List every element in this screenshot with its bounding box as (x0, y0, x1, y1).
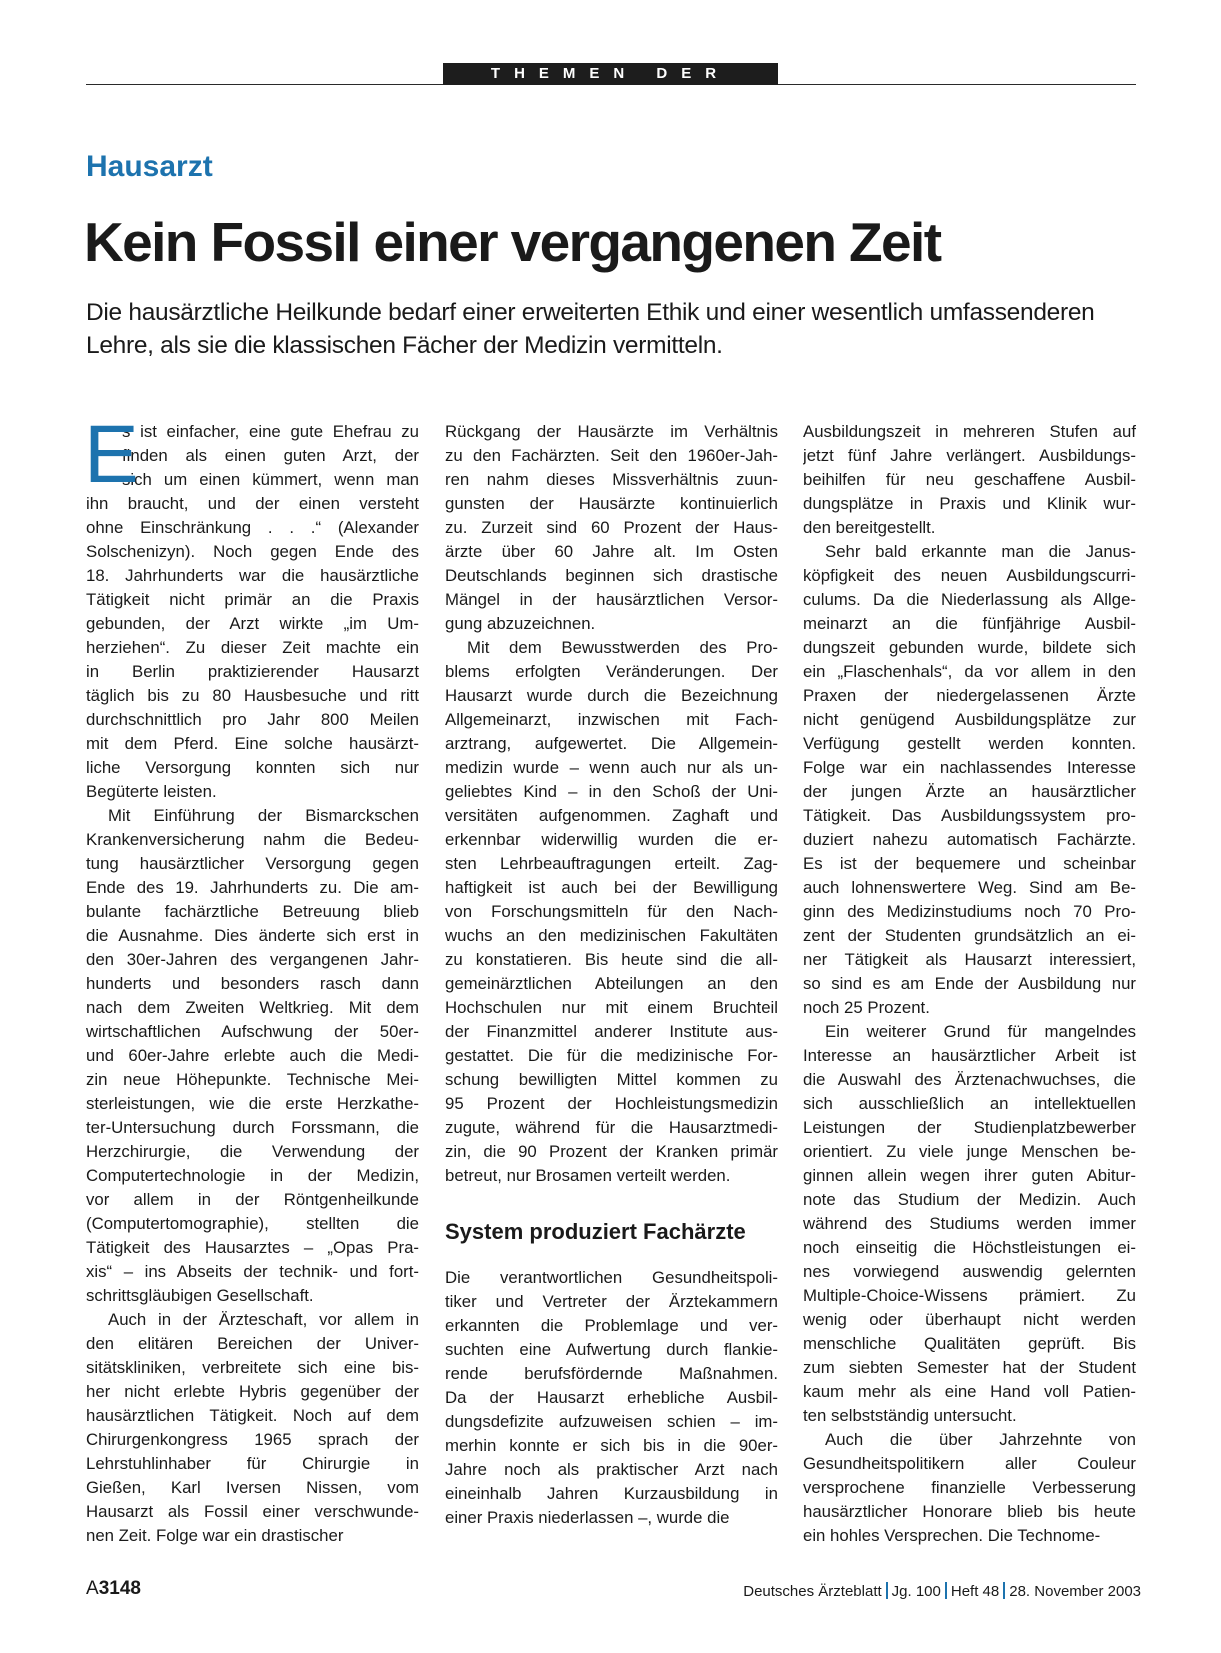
text-line: sich um einen kümmert, wenn man (122, 470, 419, 489)
text-line: nach dem Zweiten Weltkrieg. Mit dem (86, 998, 419, 1017)
text-line: der jungen Ärzte an hausärztlicher (803, 782, 1136, 801)
text-line: zent der Studenten grundsätzlich an ei- (803, 926, 1136, 945)
column-1 (84, 409, 419, 1548)
text-line: erkannten die Problemlage und ver- (445, 1316, 778, 1335)
text-line: ohne Einschränkung . . .“ (Alexander (86, 518, 419, 537)
text-line: gemeinärztlichen Abteilungen an den (445, 974, 778, 993)
text-line: meinarzt an die fünfjährige Ausbil- (803, 614, 1136, 633)
text-line: den 30er-Jahren des vergangenen Jahr- (86, 950, 419, 969)
text-line: culums. Da die Niederlassung als Allge- (803, 590, 1136, 609)
text-line: Begüterte leisten. (86, 782, 217, 801)
text-line: ren nahm dieses Missverhältnis zuun- (445, 470, 778, 489)
text-line: finden als einen guten Arzt, der (122, 446, 419, 465)
footer-divider (945, 1582, 947, 1599)
text-line: 18. Jahrhunderts war die hausärztliche (86, 566, 419, 585)
text-line: liche Versorgung konnten sich nur (86, 758, 419, 777)
text-line: haftigkeit ist auch bei der Bewilligung (445, 878, 778, 897)
page-prefix: A (86, 1578, 99, 1599)
text-line: arztrang, aufgewertet. Die Allgemein- (445, 734, 778, 753)
text-line: Herzchirurgie, die Verwendung der (86, 1142, 419, 1161)
text-line: menschliche Qualitäten geprüft. Bis (803, 1334, 1136, 1353)
text-line: Leistungen der Studienplatzbewerber (803, 1118, 1136, 1137)
text-line: auch lohnenswertere Weg. Sind am Be- (803, 878, 1136, 897)
text-line: Gießen, Karl Iversen Nissen, vom (86, 1478, 419, 1497)
text-line: kaum mehr als eine Hand voll Patien- (803, 1382, 1136, 1401)
footer-divider (1003, 1582, 1005, 1599)
drop-cap: E (84, 409, 139, 500)
text-line: den elitären Bereichen der Univer- (86, 1334, 419, 1353)
text-line: durchschnittlich pro Jahr 800 Meilen (86, 710, 419, 729)
text-line: Tätigkeit nicht primär an die Praxis (86, 590, 419, 609)
text-line: Praxen der niedergelassenen Ärzte (803, 686, 1136, 705)
text-line: Interesse an hausärztlicher Arbeit ist (803, 1046, 1136, 1065)
text-line: Hausarzt als Fossil einer verschwunde- (86, 1502, 419, 1521)
text-line: betreut, nur Brosamen verteilt werden. (445, 1166, 731, 1185)
text-line: her nicht erlebte Hybris gegenüber der (86, 1382, 419, 1401)
text-line: gunsten der Hausärzte kontinuierlich (445, 494, 778, 513)
text-line: nicht genügend Ausbildungsplätze zur (803, 710, 1136, 729)
text-line: ner Tätigkeit als Hausarzt interessiert, (803, 950, 1136, 969)
text-line: gestattet. Die für die medizinische For- (445, 1046, 778, 1065)
text-line: Folge war ein nachlassendes Interesse (803, 758, 1136, 777)
text-line: Mit dem Bewusstwerden des Pro- (467, 638, 778, 657)
text-line: Tätigkeit. Das Ausbildungssystem pro- (803, 806, 1136, 825)
text-line: Jahre noch als praktischer Arzt nach (445, 1460, 778, 1479)
text-line: ginn des Medizinstudiums noch 70 Pro- (803, 902, 1136, 921)
text-line: versprochene finanzielle Verbesserung (803, 1478, 1136, 1497)
text-line: hausärztlicher Honorare blieb bis heute (803, 1502, 1136, 1521)
text-line: beihilfen für neu geschaffene Ausbil- (803, 470, 1136, 489)
text-line: duziert nahezu automatisch Fachärzte. (803, 830, 1136, 849)
column-3 (803, 420, 1136, 1548)
article-lead: Die hausärztliche Heilkunde bedarf einer erweiterten Ethik und einer wesentlich umfassenderen Lehre, als sie die klassischen Fächer der Medizin vermitteln. (86, 299, 1095, 359)
text-line: zin, die 90 Prozent der Kranken primär (445, 1142, 778, 1161)
text-line: s ist einfacher, eine gute Ehefrau zu (122, 422, 419, 441)
text-line: dungszeit gebunden wurde, bildete sich (803, 638, 1136, 657)
text-line: erkennbar widerwillig wurden die er- (445, 830, 778, 849)
text-line: dungsdefizite aufzuweisen schien – im- (445, 1412, 778, 1431)
text-line: ter-Untersuchung durch Forssmann, die (86, 1118, 419, 1137)
section-label: THEMEN DER ZEIT (443, 63, 778, 85)
text-line: sterleistungen, wie die erste Herzkathe- (86, 1094, 419, 1113)
text-line: rende berufsfördernde Maßnahmen. (445, 1364, 778, 1383)
text-line: ärzte über 60 Jahre alt. Im Osten (445, 542, 778, 561)
text-line: Solschenizyn). Noch gegen Ende des (86, 542, 419, 561)
text-line: Krankenversicherung nahm die Bedeu- (86, 830, 419, 849)
text-line: nes vorwiegend auswendig gelernten (803, 1262, 1136, 1281)
text-line: Chirurgenkongress 1965 sprach der (86, 1430, 419, 1449)
text-line: geliebtes Kind – in den Schoß der Uni- (445, 782, 778, 801)
text-line: Tätigkeit des Hausarztes – „Opas Pra- (86, 1238, 419, 1257)
text-line: Multiple-Choice-Wissens prämiert. Zu (803, 1286, 1136, 1305)
text-line: von Forschungsmitteln für den Nach- (445, 902, 778, 921)
text-line: den bereitgestellt. (803, 518, 936, 537)
text-line: schrittsgläubigen Gesellschaft. (86, 1286, 314, 1305)
text-line: der Finanzmittel anderer Institute aus- (445, 1022, 778, 1041)
text-line: Auch die über Jahrzehnte von (825, 1430, 1136, 1449)
text-line: zu den Fachärzten. Seit den 1960er-Jah- (445, 446, 778, 465)
text-line: gebunden, der Arzt wirkte „im Um- (86, 614, 419, 633)
text-line: suchten eine Aufwertung durch flankie- (445, 1340, 778, 1359)
text-line: so sind es am Ende der Ausbildung nur (803, 974, 1136, 993)
text-line: während des Studiums werden immer (803, 1214, 1136, 1233)
text-line: und 60er-Jahre erlebte auch die Medi- (86, 1046, 419, 1065)
text-line: zum siebten Semester hat der Student (803, 1358, 1136, 1377)
text-line: sich ausschließlich an intellektuellen (803, 1094, 1136, 1113)
footer-divider (886, 1582, 888, 1599)
text-line: Verfügung gestellt werden konnten. (803, 734, 1136, 753)
text-line: zugute, während für die Hausarztmedi- (445, 1118, 778, 1137)
text-line: Deutschlands beginnen sich drastische (445, 566, 778, 585)
text-line: blems erfolgten Veränderungen. Der (445, 662, 778, 681)
journal-date: 28. November 2003 (1009, 1583, 1141, 1600)
text-line: zu konstatieren. Bis heute sind die all- (445, 950, 778, 969)
journal-issue: Heft 48 (950, 1583, 1000, 1600)
text-line: Hausarzt wurde durch die Bezeichnung (445, 686, 778, 705)
text-line: Mängel in der hausärztlichen Versor- (445, 590, 778, 609)
text-line: gung abzuzeichnen. (445, 614, 596, 633)
text-line: Computertechnologie in der Medizin, (86, 1166, 419, 1185)
journal-volume: Jg. 100 (891, 1583, 941, 1600)
text-line: noch 25 Prozent. (803, 998, 930, 1017)
column-2 (445, 420, 778, 1530)
text-line: ein „Flaschenhals“, da vor allem in den (803, 662, 1136, 681)
text-line: Gesundheitspolitikern aller Couleur (803, 1454, 1136, 1473)
text-line: Sehr bald erkannte man die Janus- (825, 542, 1136, 561)
text-line: zin neue Höhepunkte. Technische Mei- (86, 1070, 419, 1089)
text-line: note das Studium der Medizin. Auch (803, 1190, 1136, 1209)
journal-footer (743, 1582, 1141, 1600)
article-title: Kein Fossil einer vergangenen Zeit (84, 211, 941, 273)
text-line: tiker und Vertreter der Ärztekammern (445, 1292, 778, 1311)
text-line: Hochschulen nur mit einem Bruchteil (445, 998, 778, 1017)
text-line: xis“ – ins Abseits der technik- und fort- (86, 1262, 419, 1281)
text-line: dungsplätze in Praxis und Klinik wur- (803, 494, 1136, 513)
text-line: ein hohles Versprechen. Die Technome- (803, 1526, 1101, 1545)
text-line: in Berlin praktizierender Hausarzt (86, 662, 419, 681)
text-line: die Auswahl des Ärztenachwuchses, die (803, 1070, 1136, 1089)
text-line: Lehrstuhlinhaber für Chirurgie in (86, 1454, 419, 1473)
text-line: ihn braucht, und der einen versteht (86, 494, 419, 513)
text-line: versitäten aufgenommen. Zaghaft und (445, 806, 778, 825)
text-line: noch einseitig die Höchstleistungen ei- (803, 1238, 1136, 1257)
text-line: orientiert. Zu viele junge Menschen be- (803, 1142, 1136, 1161)
text-line: (Computertomographie), stellten die (86, 1214, 419, 1233)
text-line: schung bewilligten Mittel kommen zu (445, 1070, 778, 1089)
text-line: Ein weiterer Grund für mangelndes (825, 1022, 1136, 1041)
text-line: ginnen allein wegen ihrer guten Abitur- (803, 1166, 1136, 1185)
text-line: die Ausnahme. Dies änderte sich erst in (86, 926, 419, 945)
text-line: nen Zeit. Folge war ein drastischer (86, 1526, 344, 1545)
text-line: Mit Einführung der Bismarckschen (108, 806, 419, 825)
text-line: herziehen“. Zu dieser Zeit machte ein (86, 638, 419, 657)
text-line: Auch in der Ärzteschaft, vor allem in (108, 1310, 419, 1329)
text-line: köpfigkeit des neuen Ausbildungscurri- (803, 566, 1136, 585)
text-line: tung hausärztlicher Versorgung gegen (86, 854, 419, 873)
text-line: sitätskliniken, verbreitete sich eine bis- (86, 1358, 419, 1377)
text-line: Ausbildungszeit in mehreren Stufen auf (803, 422, 1136, 441)
text-line: bulante fachärztliche Betreuung blieb (86, 902, 419, 921)
text-line: Es ist der bequemere und scheinbar (803, 854, 1136, 873)
text-line: hunderts und besonders rasch dann (86, 974, 419, 993)
text-line: eineinhalb Jahren Kurzausbildung in (445, 1484, 778, 1503)
text-line: täglich bis zu 80 Hausbesuche und ritt (86, 686, 419, 705)
text-line: mit dem Pferd. Eine solche hausärzt- (86, 734, 419, 753)
text-line: zu. Zurzeit sind 60 Prozent der Haus- (445, 518, 778, 537)
text-line: medizin wurde – wenn auch nur als un- (445, 758, 778, 777)
text-line: ten selbstständig untersucht. (803, 1406, 1017, 1425)
text-line: Da der Hausarzt erhebliche Ausbil- (445, 1388, 778, 1407)
article-kicker: Hausarzt (86, 150, 213, 183)
text-line: Ende des 19. Jahrhunderts zu. Die am- (86, 878, 419, 897)
text-line: 95 Prozent der Hochleistungsmedizin (445, 1094, 778, 1113)
page-number-value: 3148 (98, 1578, 141, 1599)
section-subheading: System produziert Fachärzte (445, 1219, 746, 1244)
text-line: Die verantwortlichen Gesundheitspoli- (445, 1268, 778, 1287)
text-line: Rückgang der Hausärzte im Verhältnis (445, 422, 778, 441)
text-line: hausärztlichen Tätigkeit. Noch auf dem (86, 1406, 419, 1425)
text-line: merhin konnte er sich bis in die 90er- (445, 1436, 778, 1455)
text-line: vor allem in der Röntgenheilkunde (86, 1190, 419, 1209)
journal-name: Deutsches Ärzteblatt (743, 1583, 882, 1600)
text-line: sten Lehrbeauftragungen erteilt. Zag- (445, 854, 778, 873)
text-line: einer Praxis niederlassen –, wurde die (445, 1508, 730, 1527)
page-number (86, 1578, 141, 1600)
text-line: wuchs an den medizinischen Fakultäten (445, 926, 778, 945)
text-line: Allgemeinarzt, inzwischen mit Fach- (445, 710, 778, 729)
text-line: wirtschaftlichen Aufschwung der 50er- (86, 1022, 419, 1041)
text-line: jetzt fünf Jahre verlängert. Ausbildungs- (803, 446, 1136, 465)
text-line: wenig oder überhaupt nicht werden (803, 1310, 1136, 1329)
